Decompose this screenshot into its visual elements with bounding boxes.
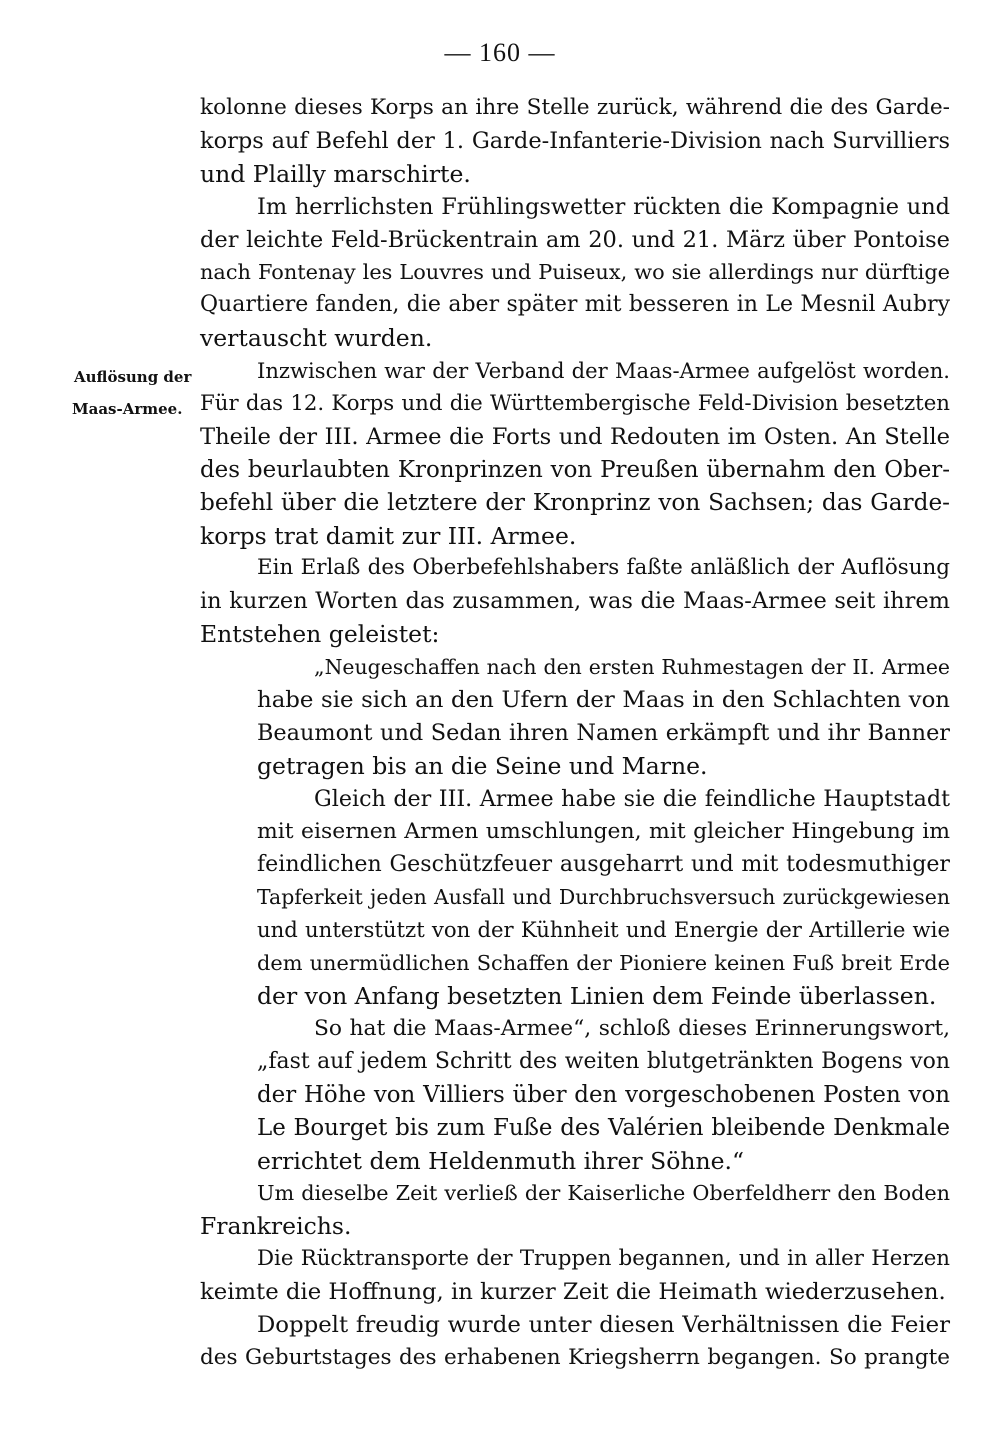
quote-line: und unterstützt von der Kühnheit und Energie der Artillerie wie <box>257 917 950 943</box>
text-line: Um dieselbe Zeit verließ der Kaiserliche Oberfeldherr den Boden <box>257 1181 950 1206</box>
quote-line: mit eisernen Armen umschlungen, mit gleicher Hingebung im <box>257 818 950 844</box>
text-line: keimte die Hoffnung, in kurzer Zeit die Heimath wiederzusehen. <box>200 1279 946 1306</box>
text-line: Entstehen geleistet: <box>200 620 440 649</box>
text-line: Quartiere fanden, die aber später mit besseren in Le Mesnil Aubry <box>200 292 950 318</box>
quote-line: „fast auf jedem Schritt des weiten blutgetränkten Bogens von <box>257 1048 950 1074</box>
margin-note-line-2: Maas-Armee. <box>72 400 183 418</box>
quote-line: der von Anfang besetzten Linien dem Feinde überlassen. <box>257 982 937 1011</box>
text-line: vertauscht wurden. <box>200 324 433 353</box>
page-number: — 160 — <box>444 38 556 67</box>
text-line: der leichte Feld-Brückentrain am 20. und 21. März über Pontoise <box>200 226 950 253</box>
text-line: kolonne dieses Korps an ihre Stelle zurück, während die des Garde- <box>200 95 950 120</box>
quote-line: habe sie sich an den Ufern der Maas in den Schlachten von <box>257 687 950 714</box>
text-line: Theile der III. Armee die Forts und Redouten im Osten. An Stelle <box>200 423 950 450</box>
text-line: Ein Erlaß des Oberbefehlshabers faßte anläßlich der Auflösung <box>257 555 950 581</box>
text-line: Die Rücktransporte der Truppen begannen, und in aller Herzen <box>257 1246 950 1272</box>
quote-line: Beaumont und Sedan ihren Namen erkämpft und ihr Banner <box>257 719 950 746</box>
quote-line: feindlichen Geschützfeuer ausgeharrt und mit todesmuthiger <box>257 851 950 878</box>
text-line: Doppelt freudig wurde unter diesen Verhältnissen die Feier <box>257 1311 950 1338</box>
text-line: des Geburtstages des erhabenen Kriegsherrn begangen. So prangte <box>200 1344 950 1370</box>
text-line: Frankreichs. <box>200 1212 352 1241</box>
text-line: Inzwischen war der Verband der Maas-Armee aufgelöst worden. <box>257 358 950 384</box>
quote-line: der Höhe von Villiers über den vorgeschobenen Posten von <box>257 1081 950 1108</box>
quote-line: So hat die Maas-Armee“, schloß dieses Erinnerungswort, <box>314 1015 950 1041</box>
quote-line: Le Bourget bis zum Fuße des Valérien bleibende Denkmale <box>257 1114 950 1141</box>
quote-line: errichtet dem Heldenmuth ihrer Söhne.“ <box>257 1146 745 1175</box>
text-line: in kurzen Worten das zusammen, was die Maas-Armee seit ihrem <box>200 588 950 615</box>
quote-line: dem unermüdlichen Schaffen der Pioniere keinen Fuß breit Erde <box>257 951 950 976</box>
text-line: des beurlaubten Kronprinzen von Preußen übernahm den Ober- <box>200 456 950 483</box>
text-line: und Plailly marschirte. <box>200 159 471 188</box>
text-line: Im herrlichsten Frühlingswetter rückten die Kompagnie und <box>257 193 950 220</box>
text-line: nach Fontenay les Louvres und Puiseux, wo sie allerdings nur dürftige <box>200 260 950 285</box>
text-line: korps trat damit zur III. Armee. <box>200 521 577 550</box>
quote-line: Tapferkeit jeden Ausfall und Durchbruchsversuch zurückgewiesen <box>257 885 950 910</box>
quote-line: getragen bis an die Seine und Marne. <box>257 751 708 780</box>
body-text <box>200 92 950 1375</box>
text-line: befehl über die letztere der Kronprinz von Sachsen; das Garde- <box>200 488 950 516</box>
quote-line: Gleich der III. Armee habe sie die feindliche Hauptstadt <box>314 785 950 812</box>
text-line: Für das 12. Korps und die Württembergische Feld-Division besetzten <box>200 391 950 417</box>
text-line: korps auf Befehl der 1. Garde-Infanterie-Division nach Survilliers <box>200 127 950 154</box>
quote-line: „Neugeschaffen nach den ersten Ruhmestagen der II. Armee <box>314 655 950 680</box>
margin-note-line-1: Auflösung der <box>74 368 192 386</box>
